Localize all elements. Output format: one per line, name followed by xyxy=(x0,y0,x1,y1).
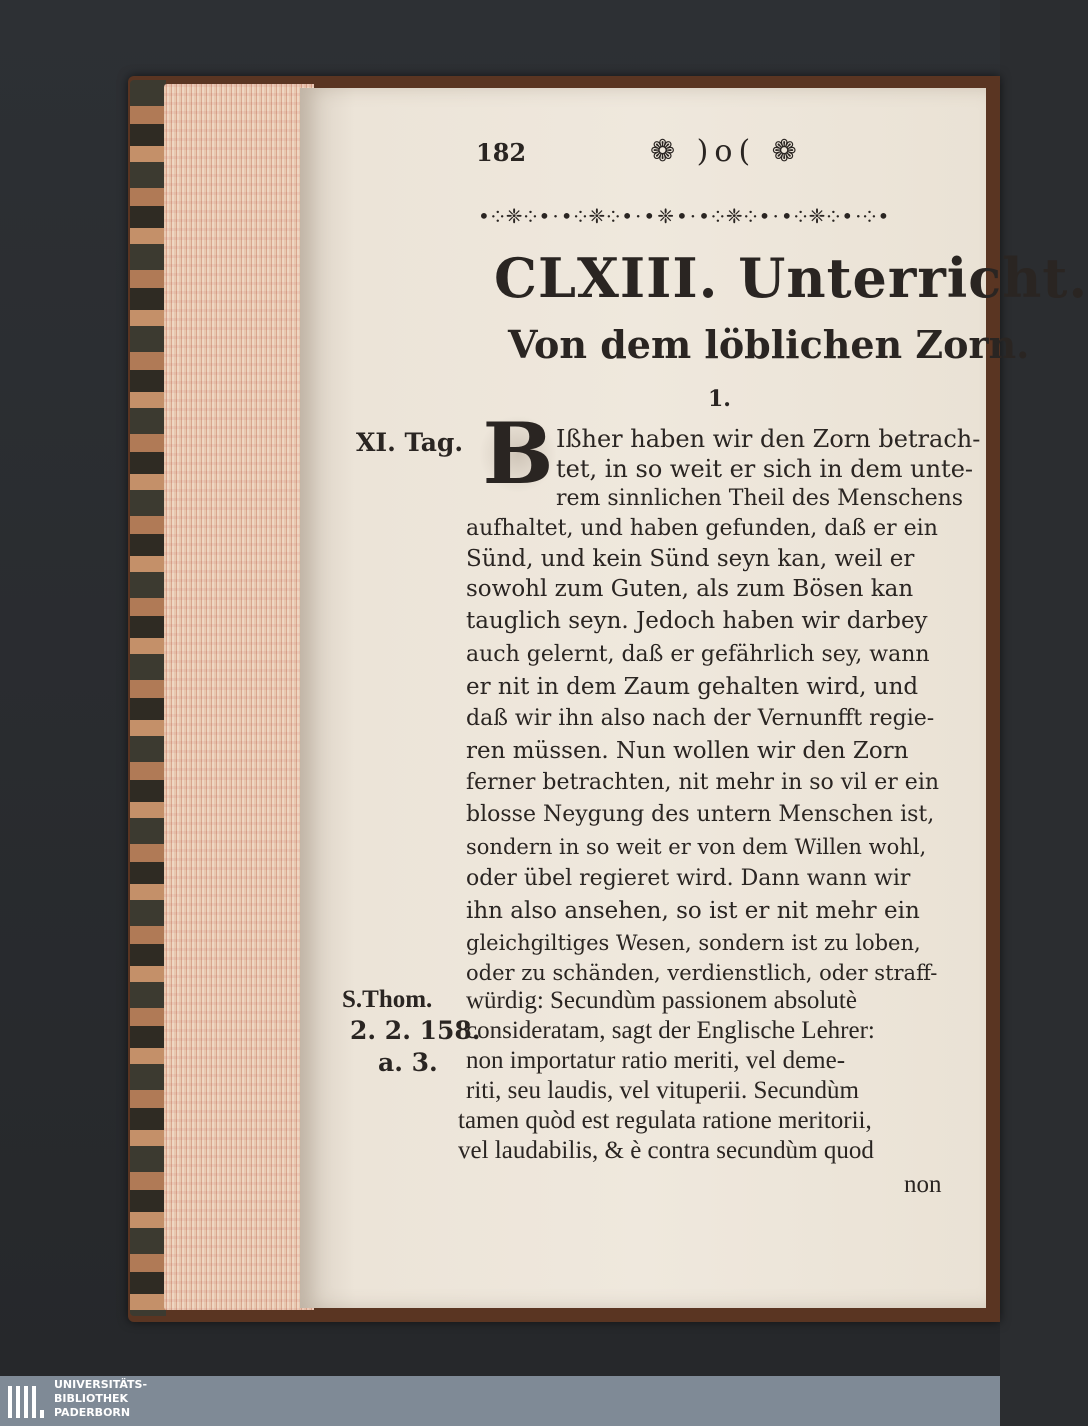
text-line: daß wir ihn also nach der Vernunfft regie- xyxy=(466,706,935,731)
text-line: sowohl zum Guten, als zum Bösen kan xyxy=(466,576,914,602)
text-line: riti, seu laudis, vel vituperii. Secundùm xyxy=(466,1077,859,1104)
text-line: ihn also ansehen, so ist er nit mehr ein xyxy=(466,898,920,924)
text-line: gleichgiltiges Wesen, sondern ist zu loben, xyxy=(466,931,921,955)
text-line: non importatur ratio meriti, vel deme- xyxy=(466,1047,846,1074)
chapter-title: CLXIII. Unterricht. xyxy=(494,246,1088,310)
catchword: non xyxy=(904,1171,942,1198)
text-line: tamen quòd est regulata ratione meritorii, xyxy=(458,1107,872,1134)
ornamental-rule: •༶❈༶•·•༶❈༶•·•❈•·•༶❈༶•·•༶❈༶•·༶• xyxy=(478,204,892,228)
text-line: er nit in dem Zaum gehalten wird, und xyxy=(466,674,919,700)
text-line: oder übel regieret wird. Dann wann wir xyxy=(466,866,911,891)
library-name xyxy=(54,1378,147,1420)
text-line: auch gelernt, daß er gefährlich sey, wann xyxy=(466,642,930,667)
text-line: ferner betrachten, nit mehr in so vil er ein xyxy=(466,770,940,795)
header-ornament: ❁ )o( ❁ xyxy=(650,134,803,169)
text-line: tet, in so weit er sich in dem unte- xyxy=(556,455,974,483)
page-block-edge xyxy=(164,84,314,1310)
text-line: Ißher haben wir den Zorn betrach- xyxy=(556,425,981,453)
margin-note-source: S.Thom. xyxy=(342,986,433,1013)
text-line: blosse Neygung des untern Menschen ist, xyxy=(466,802,935,827)
page-number: 182 xyxy=(476,138,527,167)
margin-note-reference: 2. 2. 158. xyxy=(350,1016,481,1045)
library-name-line1: UNIVERSITÄTS- xyxy=(54,1378,148,1391)
text-line: aufhaltet, und haben gefunden, daß er ein xyxy=(466,516,938,541)
text-line: consideratam, sagt der Englische Lehrer: xyxy=(466,1017,875,1044)
text-line: tauglich seyn. Jedoch haben wir darbey xyxy=(466,608,928,634)
text-line: ren müssen. Nun wollen wir den Zorn xyxy=(466,738,909,764)
text-line: würdig: Secundùm passionem absolutè xyxy=(466,987,857,1014)
library-name-line3: PADERBORN xyxy=(54,1406,131,1419)
text-line: vel laudabilis, & è contra secundùm quod xyxy=(458,1137,874,1164)
text-line: Sünd, und kein Sünd seyn kan, weil er xyxy=(466,546,915,572)
library-logo-icon xyxy=(6,1380,46,1422)
text-line: oder zu schänden, verdienstlich, oder straff- xyxy=(466,961,938,985)
margin-note-article: a. 3. xyxy=(378,1048,438,1077)
library-footer-bar xyxy=(0,1376,1000,1426)
section-number: 1. xyxy=(708,386,731,412)
text-line: rem sinnlichen Theil des Menschens xyxy=(556,486,964,511)
library-name-line2: BIBLIOTHEK xyxy=(54,1392,129,1405)
margin-note-day: XI. Tag. xyxy=(356,428,464,457)
book-spine xyxy=(130,80,166,1316)
text-line: sondern in so weit er von dem Willen wohl, xyxy=(466,835,927,859)
chapter-subtitle: Von dem löblichen Zorn. xyxy=(508,322,1030,367)
drop-capital: B xyxy=(480,414,556,494)
